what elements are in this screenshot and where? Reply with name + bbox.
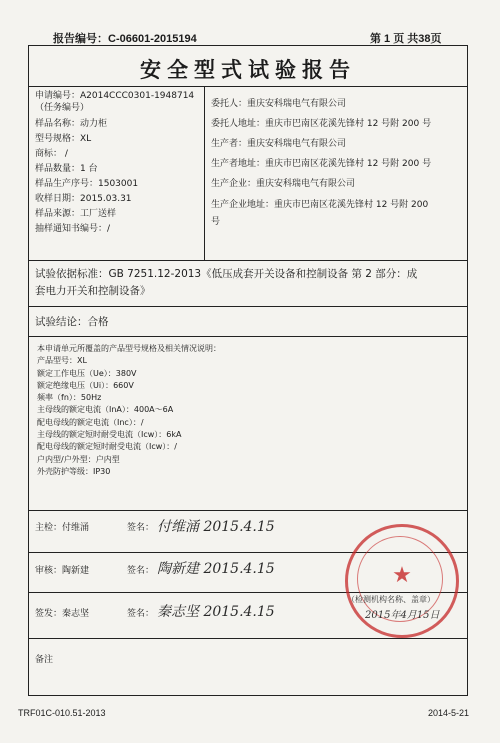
column-divider — [204, 86, 205, 260]
rule — [29, 336, 467, 337]
spec-model: 产品型号：XL — [37, 356, 87, 366]
application-no: 申请编号：A2014CCC0301-1948714 — [35, 91, 195, 101]
model-spec: 型号规格：XL — [35, 134, 92, 144]
rule — [29, 638, 467, 639]
issuer: 签发：秦志坚 — [35, 609, 90, 619]
client-info — [211, 94, 467, 229]
sample-info — [35, 90, 194, 237]
reviewer-signature: 陶新建 2015.4.15 — [157, 561, 275, 577]
report-title: 安全型式试验报告 — [140, 57, 356, 82]
chief-inspector-signature: 付维涌 2015.4.15 — [157, 519, 275, 535]
factory-address: 生产企业地址：重庆市巴南区花溪先锋村 12 号附 200 — [211, 200, 429, 210]
remarks-label: 备注 — [35, 655, 54, 665]
spec-distribution-busbar-current: 配电母线的额定电流（Inc）：/ — [37, 417, 144, 427]
factory-address-cont: 号 — [211, 217, 221, 227]
sample-source: 样品来源：工厂送样 — [35, 209, 117, 219]
client: 委托人：重庆安科瑞电气有限公司 — [211, 99, 347, 109]
spec-rated-voltage: 额定工作电压（Ue）：380V — [37, 368, 137, 378]
spec-frequency: 频率（fn）：50Hz — [37, 393, 102, 403]
rule — [29, 260, 467, 261]
rule — [29, 306, 467, 307]
test-basis-line2: 套电力开关和控制设备》 — [35, 285, 151, 297]
issuer-signature: 秦志坚 2015.4.15 — [157, 604, 275, 620]
spec-ip-rating: 外壳防护等级：IP30 — [37, 466, 111, 476]
product-specs — [37, 343, 221, 478]
issuer-sign-label: 签名： — [127, 609, 155, 619]
report-number: 报告编号：C-06601-2015194 — [53, 33, 197, 45]
producer-address: 生产者地址：重庆市巴南区花溪先锋村 12 号附 200 号 — [211, 159, 432, 169]
factory: 生产企业：重庆安科瑞电气有限公司 — [211, 179, 356, 189]
client-address: 委托人地址：重庆市巴南区花溪先锋村 12 号附 200 号 — [211, 119, 432, 129]
test-basis — [35, 268, 417, 298]
serial-no: 样品生产序号：1503001 — [35, 179, 139, 189]
report-form — [28, 45, 468, 696]
rule — [29, 86, 467, 87]
reviewer-sign-label: 签名： — [127, 566, 155, 576]
form-number: TRF01C-010.51-2013 — [18, 708, 106, 718]
spec-insulation-voltage: 额定绝缘电压（Ui）：660V — [37, 380, 134, 390]
form-date: 2014-5-21 — [428, 708, 470, 718]
spec-distribution-busbar-short-time: 配电母线的额定短时耐受电流（Icw）：/ — [37, 442, 177, 452]
seal-star-icon: ★ — [392, 563, 412, 588]
specs-intro: 本申请单元所覆盖的产品型号规格及相关情况说明： — [37, 344, 221, 353]
trademark: 商标： / — [35, 149, 68, 159]
seal-date: 2015年4月15日 — [365, 610, 440, 621]
spec-main-busbar-short-time: 主母线的额定短时耐受电流（Icw）：6kA — [37, 430, 182, 440]
page-info: 第 1 页 共38页 — [370, 33, 442, 45]
spec-main-busbar-current: 主母线的额定电流（InA）：400A～6A — [37, 405, 174, 415]
sampling-notice-no: 抽样通知书编号：/ — [35, 224, 111, 234]
task-no-label: （任务编号） — [35, 103, 90, 113]
sample-name: 样品名称：动力柜 — [35, 119, 108, 129]
sample-quantity: 样品数量：1 台 — [35, 164, 98, 174]
producer: 生产者：重庆安科瑞电气有限公司 — [211, 139, 347, 149]
test-conclusion: 试验结论：合格 — [35, 316, 109, 328]
rule — [29, 510, 467, 511]
test-basis-line1: 试验依据标准：GB 7251.12-2013《低压成套开关设备和控制设备 第 2 部分：成 — [35, 268, 418, 280]
reviewer: 审核：陶新建 — [35, 566, 90, 576]
chief-inspector-sign-label: 签名： — [127, 523, 155, 533]
receive-date: 收样日期：2015.03.31 — [35, 194, 132, 204]
chief-inspector: 主检：付维涌 — [35, 523, 90, 533]
spec-indoor-outdoor: 户内型/户外型：户内型 — [37, 454, 120, 464]
seal-label: （检测机构名称、盖章） — [347, 595, 435, 604]
